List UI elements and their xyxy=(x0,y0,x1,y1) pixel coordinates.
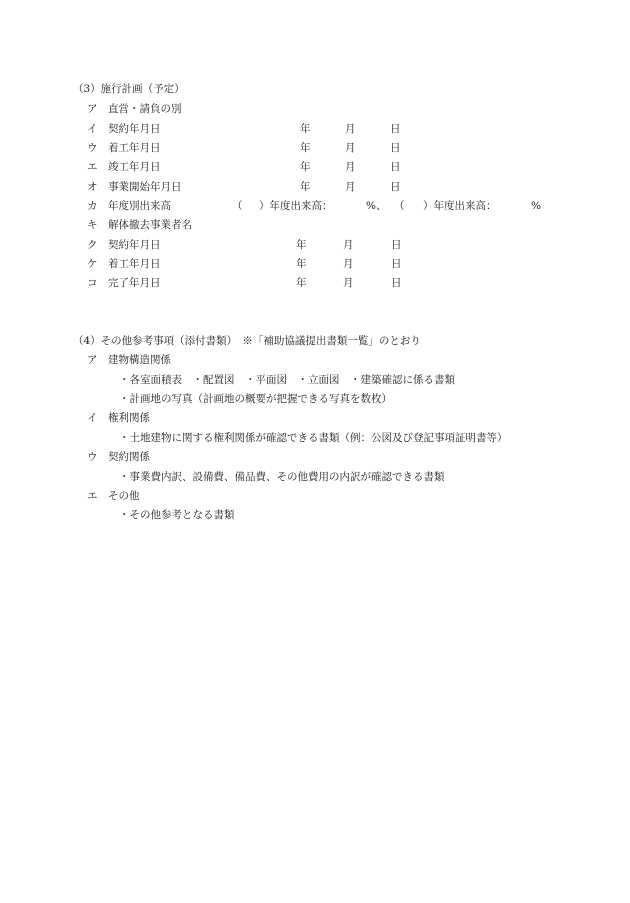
group-label: 権利関係 xyxy=(108,412,150,424)
day-unit: 日 xyxy=(391,239,402,251)
item-marker: エ xyxy=(87,161,98,173)
month-unit: 月 xyxy=(343,277,354,289)
bullet-item: ・各室面積表 ・配置図 ・平面図 ・立面図 ・建築確認に係る書類 xyxy=(119,374,455,386)
item-label: 着工年月日 xyxy=(108,258,161,270)
year-unit: 年 xyxy=(300,161,311,173)
percent-unit-2: % xyxy=(531,200,541,212)
item-marker: ケ xyxy=(87,258,98,270)
item-marker: キ xyxy=(87,219,98,231)
year-unit: 年 xyxy=(300,123,311,135)
group-label: その他 xyxy=(108,490,140,502)
item-marker: オ xyxy=(87,181,98,193)
day-unit: 日 xyxy=(390,181,401,193)
day-unit: 日 xyxy=(391,277,402,289)
item-marker: カ xyxy=(87,200,98,212)
item-marker: ウ xyxy=(87,142,98,154)
month-unit: 月 xyxy=(343,239,354,251)
month-unit: 月 xyxy=(345,142,356,154)
year-unit: 年 xyxy=(296,258,307,270)
item-label: 完了年月日 xyxy=(108,277,161,289)
item-marker: イ xyxy=(87,123,98,135)
month-unit: 月 xyxy=(345,123,356,135)
item-marker: ア xyxy=(87,103,98,115)
day-unit: 日 xyxy=(390,123,401,135)
month-unit: 月 xyxy=(345,181,356,193)
day-unit: 日 xyxy=(390,161,401,173)
section3-title: （3）施行計画（予定） xyxy=(73,83,185,95)
item-label: 竣工年月日 xyxy=(108,161,161,173)
percent-unit-1: %、 xyxy=(366,200,387,212)
group-marker: ウ xyxy=(87,451,98,463)
group-marker: エ xyxy=(87,490,98,502)
year-unit: 年 xyxy=(296,239,307,251)
year-unit: 年 xyxy=(300,181,311,193)
fiscal-year-open-paren-2: （ xyxy=(394,200,405,212)
year-unit: 年 xyxy=(296,277,307,289)
item-label: 事業開始年月日 xyxy=(108,181,182,193)
day-unit: 日 xyxy=(390,142,401,154)
bullet-item: ・事業費内訳、設備費、備品費、その他費用の内訳が確認できる書類 xyxy=(119,471,445,483)
group-marker: ア xyxy=(87,354,98,366)
fiscal-year-output-label-1: ）年度出来高： xyxy=(259,200,333,212)
item-label: 解体撤去事業者名 xyxy=(108,219,192,231)
year-unit: 年 xyxy=(300,142,311,154)
month-unit: 月 xyxy=(343,258,354,270)
item-label: 契約年月日 xyxy=(108,123,161,135)
item-label: 契約年月日 xyxy=(108,239,161,251)
group-label: 契約関係 xyxy=(108,451,150,463)
item-label: 年度別出来高 xyxy=(108,200,171,212)
fiscal-year-open-paren-1: （ xyxy=(232,200,243,212)
section4-title: （4）その他参考事項（添付書類） ※「補助協議提出書類一覧」のとおり xyxy=(73,335,421,347)
item-label: 直営・請負の別 xyxy=(108,103,182,115)
day-unit: 日 xyxy=(391,258,402,270)
bullet-item: ・その他参考となる書類 xyxy=(119,509,235,521)
item-marker: ク xyxy=(87,239,98,251)
group-marker: イ xyxy=(87,412,98,424)
group-label: 建物構造関係 xyxy=(108,354,171,366)
bullet-item: ・計画地の写真（計画地の概要が把握できる写真を数枚） xyxy=(119,393,392,405)
month-unit: 月 xyxy=(345,161,356,173)
fiscal-year-output-label-2: ）年度出来高： xyxy=(423,200,497,212)
bullet-item: ・土地建物に関する権利関係が確認できる書類（例：公図及び登記事項証明書等） xyxy=(119,432,508,444)
item-label: 着工年月日 xyxy=(108,142,161,154)
item-marker: コ xyxy=(87,277,98,289)
